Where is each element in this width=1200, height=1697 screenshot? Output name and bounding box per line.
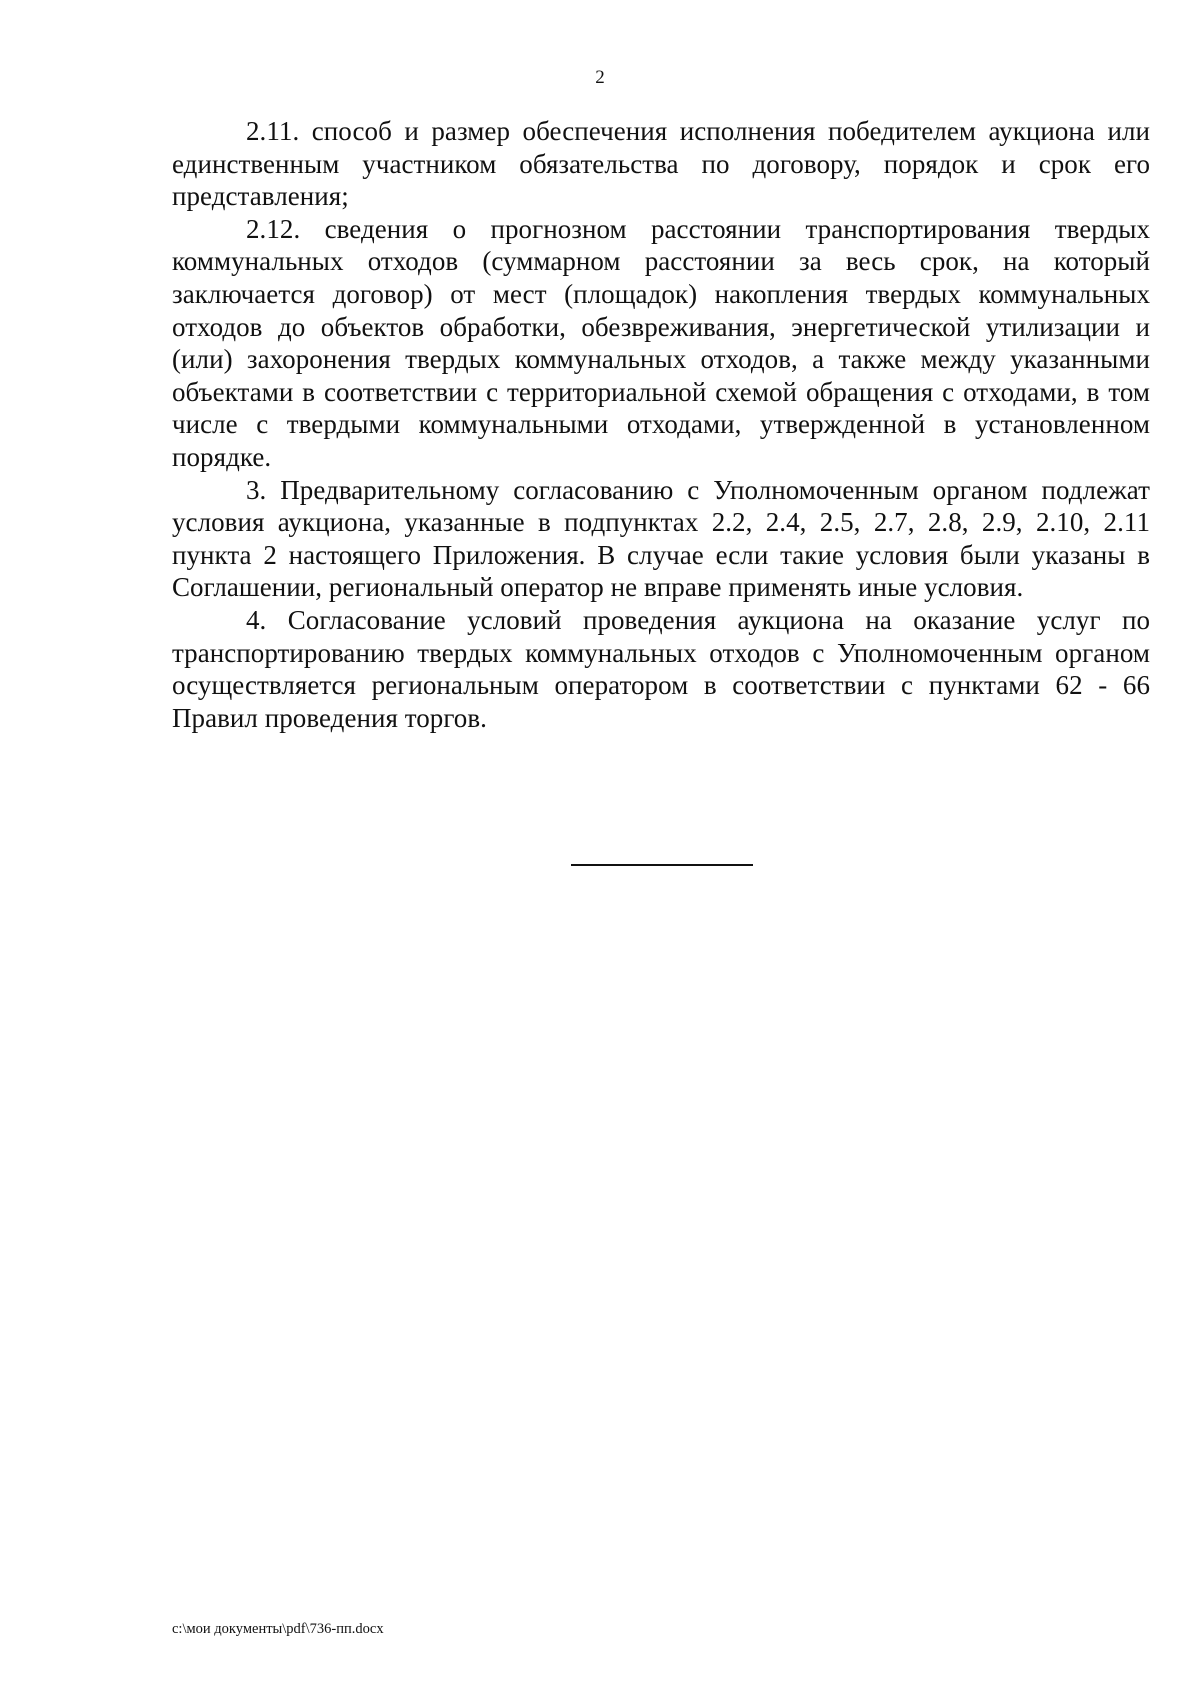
end-separator-line bbox=[571, 864, 753, 866]
paragraph-2-12: 2.12. сведения о прогнозном расстоянии транспортирования твердых коммунальных отходов (суммарном расстоянии за весь срок, на который заключается договор) от мест (площадок) накопления твердых коммунальных отходов до объектов обработки, обезвреживания, энергетической утилизации и (или) захоронения твердых коммунальных отходов, а также между указанными объектами в соответствии с территориальной схемой обращения с отходами, в том числе с твердыми коммунальными отходами, утвержденной в установленном порядке. bbox=[172, 213, 1150, 472]
document-body bbox=[172, 115, 1150, 734]
paragraph-3: 3. Предварительному согласованию с Уполномоченным органом подлежат условия аукциона, указанные в подпунктах 2.2, 2.4, 2.5, 2.7, 2.8, 2.9, 2.10, 2.11 пункта 2 настоящего Приложения. В случае если такие условия были указаны в Соглашении, региональный оператор не вправе применять иные условия. bbox=[172, 474, 1150, 603]
footer-file-path: c:\мои документы\pdf\736-пп.docx bbox=[172, 1621, 384, 1637]
paragraph-2-11: 2.11. способ и размер обеспечения исполнения победителем аукциона или единственным участником обязательства по договору, порядок и срок его представления; bbox=[172, 116, 1150, 212]
page-number: 2 bbox=[595, 67, 605, 88]
paragraph-4: 4. Согласование условий проведения аукциона на оказание услуг по транспортированию твердых коммунальных отходов с Уполномоченным органом осуществляется региональным оператором в соответствии с пунктами 62 - 66 Правил проведения торгов. bbox=[172, 604, 1150, 733]
